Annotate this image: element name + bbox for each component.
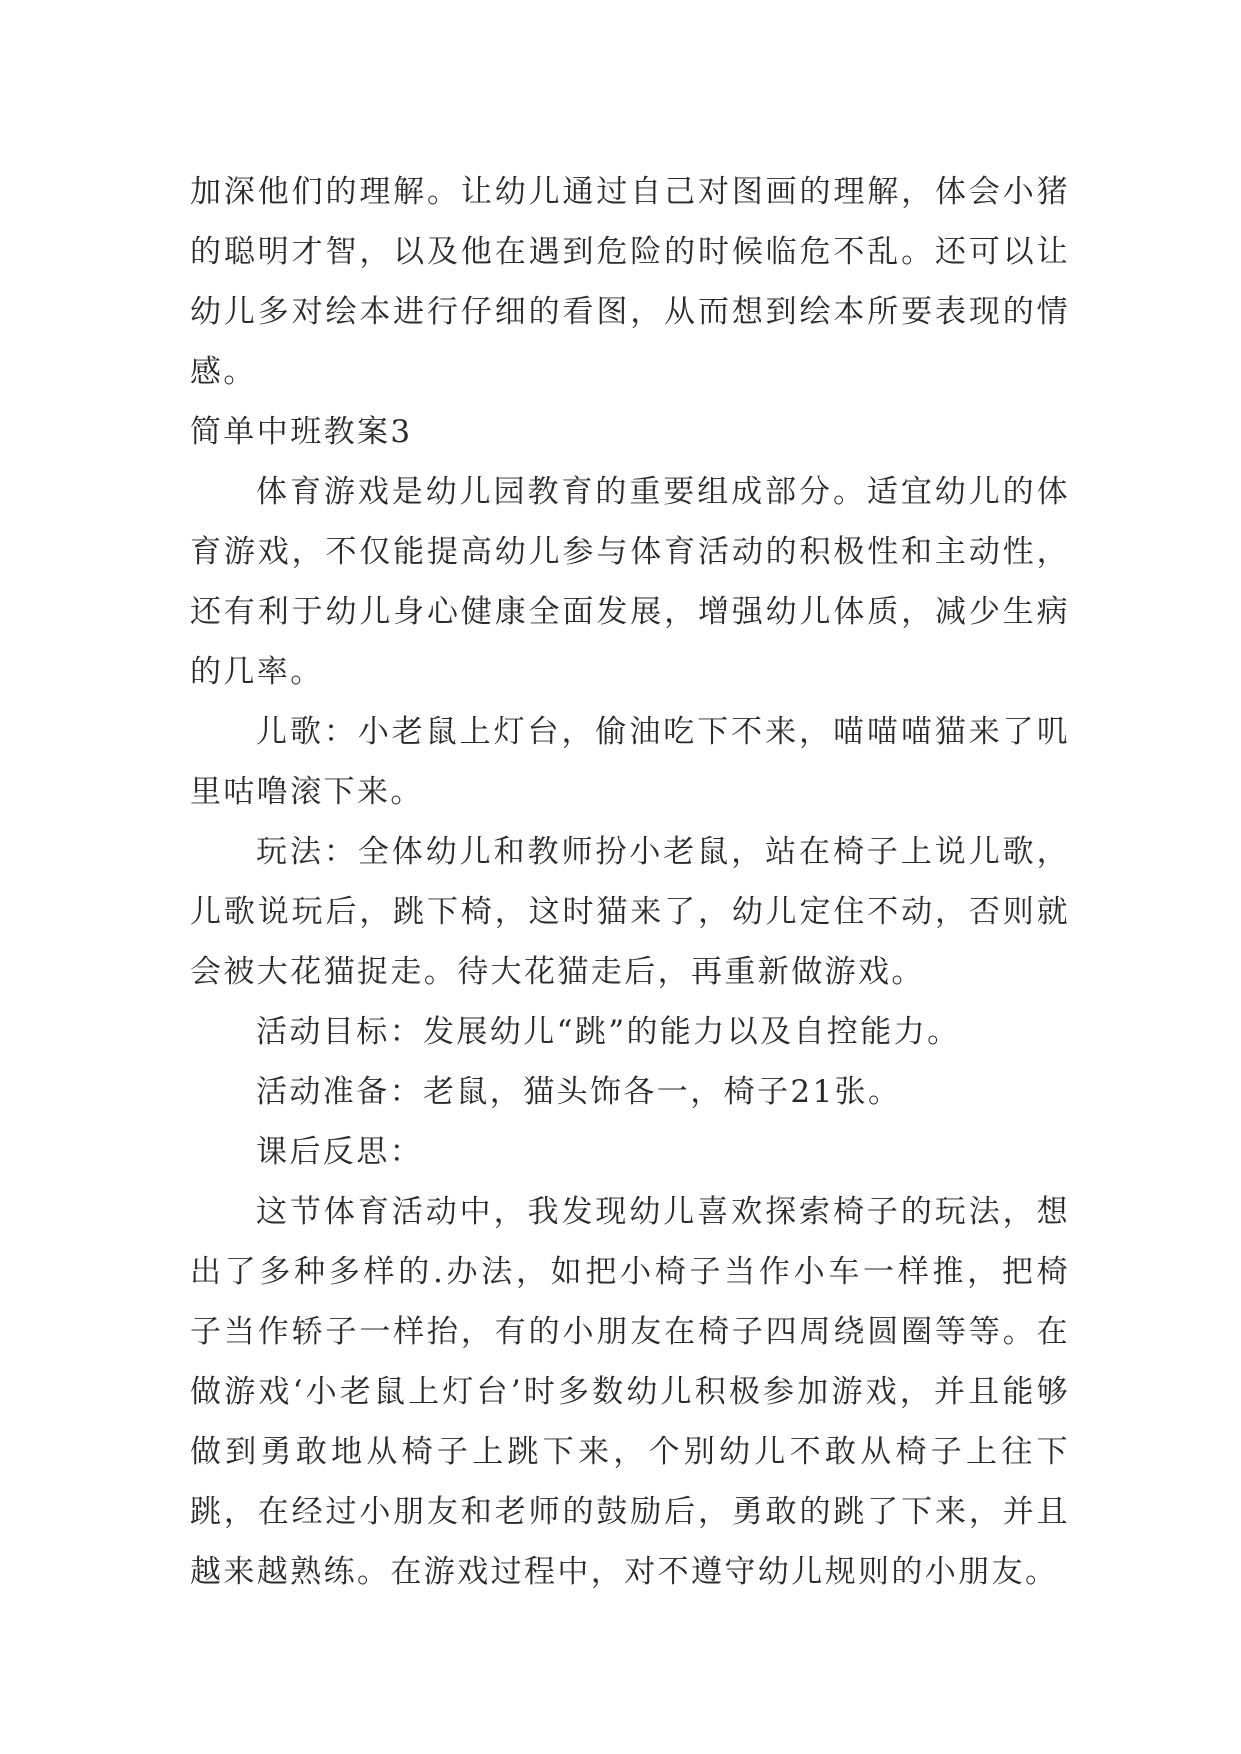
paragraph-reflection-label: 课后反思： <box>256 1134 423 1170</box>
paragraph-nursery-rhyme: 儿歌：小老鼠上灯台，偷油吃下不来，喵喵喵猫来了叽里咕噜滚下来。 <box>190 714 1070 810</box>
paragraph-how-to-play: 玩法：全体幼儿和教师扮小老鼠，站在椅子上说儿歌，儿歌说玩后，跳下椅，这时猫来了，幼儿定住不动，否则就会被大花猫捉走。待大花猫走后，再重新做游戏。 <box>190 834 1070 990</box>
paragraph-activity-goal: 活动目标：发展幼儿“跳”的能力以及自控能力。 <box>256 1014 961 1050</box>
paragraph-activity-preparation: 活动准备：老鼠，猫头饰各一，椅子21张。 <box>256 1074 902 1110</box>
section-heading: 简单中班教案3 <box>190 414 413 450</box>
document-body <box>190 162 1070 1602</box>
intro-paragraph: 加深他们的理解。让幼儿通过自己对图画的理解，体会小猪的聪明才智，以及他在遇到危险的时候临危不乱。还可以让幼儿多对绘本进行仔细的看图，从而想到绘本所要表现的情感。 <box>190 174 1070 390</box>
paragraph-intro-sports-games: 体育游戏是幼儿园教育的重要组成部分。适宜幼儿的体育游戏，不仅能提高幼儿参与体育活动的积极性和主动性，还有利于幼儿身心健康全面发展，增强幼儿体质，减少生病的几率。 <box>190 474 1070 690</box>
paragraph-reflection-body: 这节体育活动中，我发现幼儿喜欢探索椅子的玩法，想出了多种多样的.办法，如把小椅子当作小车一样推，把椅子当作轿子一样抬，有的小朋友在椅子四周绕圆圈等等。在做游戏‘小老鼠上灯台’时多数幼儿积极参加游戏，并且能够做到勇敢地从椅子上跳下来，个别幼儿不敢从椅子上往下跳，在经过小朋友和老师的鼓励后，勇敢的跳了下来，并且越来越熟练。在游戏过程中，对不遵守幼儿规则的小朋友。 <box>190 1194 1070 1590</box>
